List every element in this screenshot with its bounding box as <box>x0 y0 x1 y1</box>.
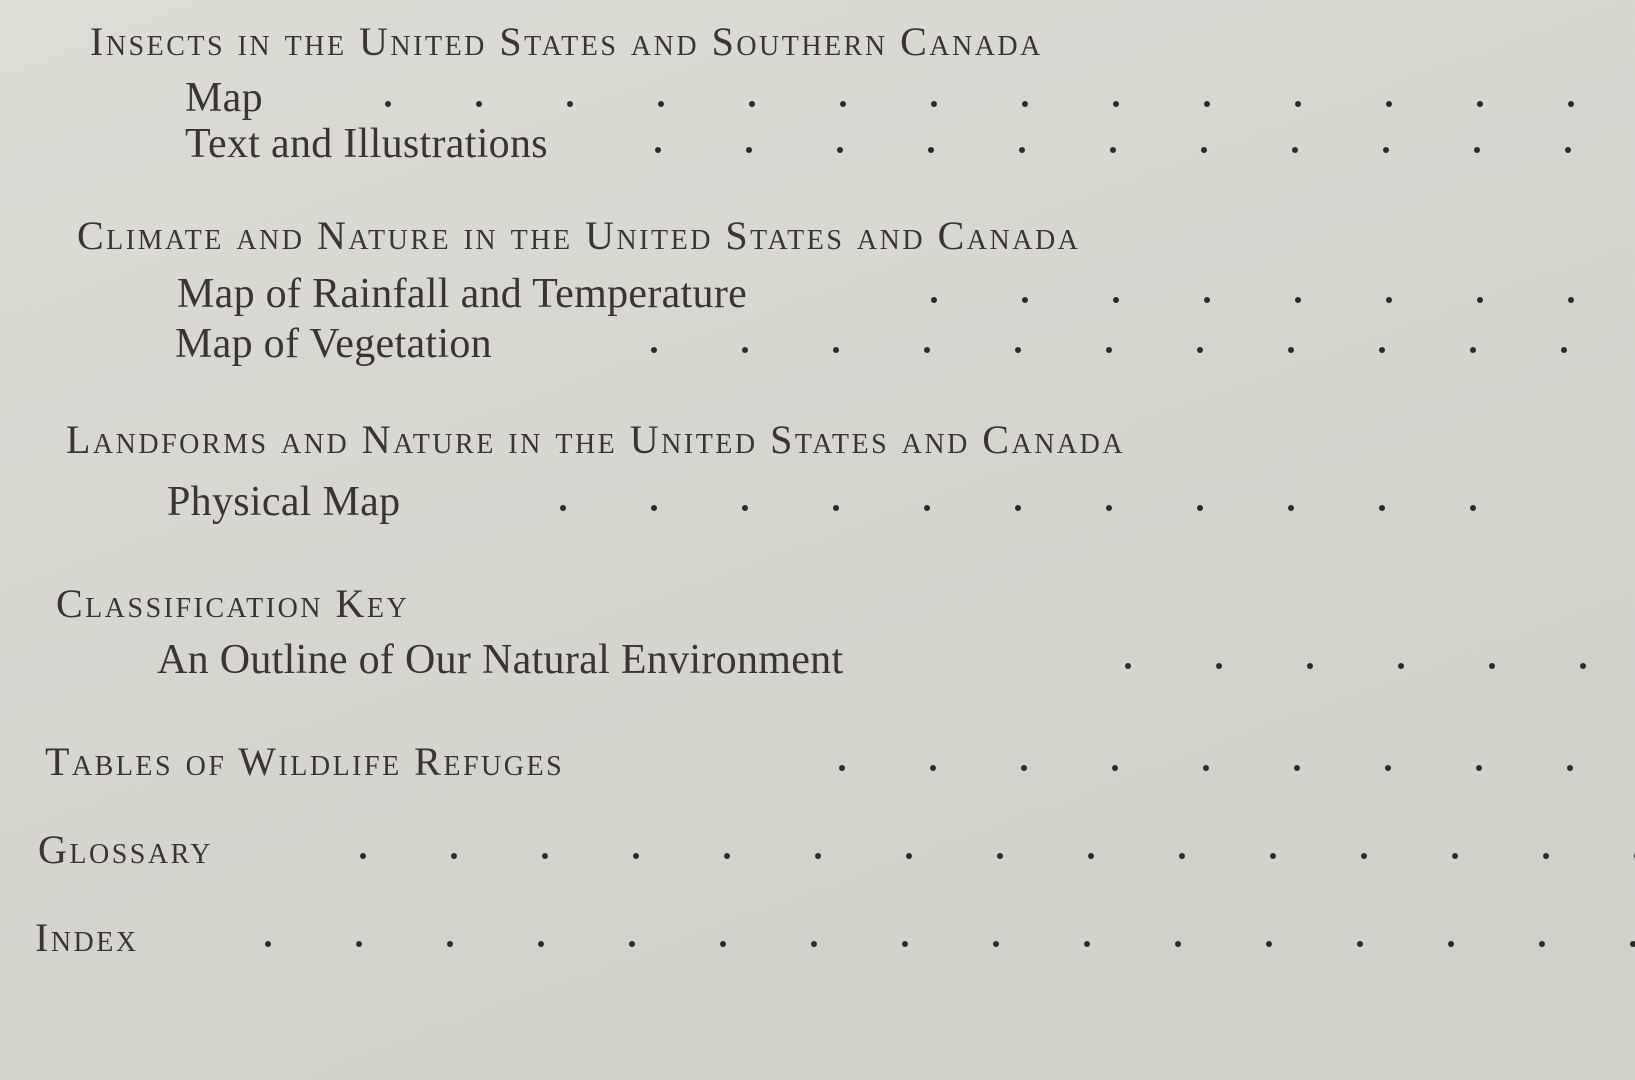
leader-dot <box>1452 853 1458 859</box>
toc-heading-landforms <box>66 416 1125 463</box>
toc-entry-vegetation <box>175 320 1635 368</box>
leader-dot <box>1288 505 1294 511</box>
leader-dot <box>720 941 726 947</box>
leader-dot <box>811 941 817 947</box>
leader-dot <box>833 505 839 511</box>
leader-dot <box>1197 347 1203 353</box>
leader-dot <box>1106 505 1112 511</box>
leader-dot <box>1565 147 1571 153</box>
leader-dot <box>476 101 482 107</box>
toc-heading-text: Climate and Nature in the United States and Canada <box>77 213 1081 258</box>
leader-dot <box>1015 347 1021 353</box>
toc-heading-text: Tables of Wildlife Refuges <box>45 739 565 784</box>
leader-dot <box>1307 663 1313 669</box>
toc-entry-text: Map <box>185 75 263 121</box>
leader-dot <box>658 101 664 107</box>
dot-leader <box>651 351 1635 357</box>
leader-dot <box>1470 505 1476 511</box>
leader-dot <box>447 941 453 947</box>
leader-dot <box>385 101 391 107</box>
leader-dot <box>1216 663 1222 669</box>
leader-dot <box>993 941 999 947</box>
leader-dot <box>1179 853 1185 859</box>
leader-dot <box>749 101 755 107</box>
leader-dot <box>1266 941 1272 947</box>
leader-dot <box>1477 297 1483 303</box>
leader-dot <box>1294 765 1300 771</box>
leader-dot <box>1204 297 1210 303</box>
leader-dot <box>1106 347 1112 353</box>
leader-dot <box>1379 347 1385 353</box>
leader-dot <box>1630 941 1635 947</box>
leader-dot <box>1383 147 1389 153</box>
leader-dot <box>1197 505 1203 511</box>
toc-heading-text: Classification Key <box>56 581 410 626</box>
leader-dot <box>1476 765 1482 771</box>
leader-dot <box>538 941 544 947</box>
leader-dot <box>924 505 930 511</box>
leader-dot <box>567 101 573 107</box>
leader-dot <box>1288 347 1294 353</box>
toc-heading-insects <box>90 18 1043 65</box>
leader-dot <box>928 147 934 153</box>
leader-dot <box>633 853 639 859</box>
leader-dot <box>1110 147 1116 153</box>
leader-dot <box>1022 101 1028 107</box>
dot-leader <box>1125 667 1635 673</box>
leader-dot <box>1379 505 1385 511</box>
leader-dot <box>1295 297 1301 303</box>
dot-leader <box>385 105 1635 111</box>
leader-dot <box>1204 101 1210 107</box>
leader-dot <box>1015 505 1021 511</box>
leader-dot <box>1386 297 1392 303</box>
leader-dot <box>1175 941 1181 947</box>
toc-heading-index <box>35 914 1635 961</box>
toc-heading-classification-key <box>56 580 409 627</box>
toc-entry-text: Map of Rainfall and Temperature <box>177 271 748 317</box>
leader-dot <box>1113 101 1119 107</box>
leader-dot <box>1084 941 1090 947</box>
leader-dot <box>906 853 912 859</box>
leader-dot <box>840 101 846 107</box>
leader-dot <box>931 101 937 107</box>
toc-heading-text: Glossary <box>38 827 213 872</box>
leader-dot <box>1539 941 1545 947</box>
leader-dot <box>1295 101 1301 107</box>
leader-dot <box>1398 663 1404 669</box>
leader-dot <box>1386 101 1392 107</box>
toc-entry-outline <box>157 636 1635 684</box>
toc-entry-text: Text and Illustrations <box>185 121 548 167</box>
toc-entry-rainfall-temperature <box>177 270 1635 318</box>
leader-dot <box>1292 147 1298 153</box>
leader-dot <box>651 505 657 511</box>
leader-dot <box>815 853 821 859</box>
toc-entry-map <box>185 74 1635 122</box>
leader-dot <box>1567 765 1573 771</box>
dot-leader <box>931 301 1635 307</box>
leader-dot <box>1543 853 1549 859</box>
leader-dot <box>746 147 752 153</box>
leader-dot <box>1470 347 1476 353</box>
toc-heading-text: Index <box>35 915 139 960</box>
leader-dot <box>1088 853 1094 859</box>
toc-entry-text: An Outline of Our Natural Environment <box>157 637 844 683</box>
leader-dot <box>1474 147 1480 153</box>
leader-dot <box>1385 765 1391 771</box>
leader-dot <box>651 347 657 353</box>
toc-heading-text: Landforms and Nature in the United States and Canada <box>66 417 1126 462</box>
dot-leader <box>560 509 1561 515</box>
leader-dot <box>629 941 635 947</box>
leader-dot <box>1568 297 1574 303</box>
leader-dot <box>1203 765 1209 771</box>
leader-dot <box>1580 663 1586 669</box>
leader-dot <box>1113 297 1119 303</box>
leader-dot <box>1448 941 1454 947</box>
leader-dot <box>1361 853 1367 859</box>
leader-dot <box>837 147 843 153</box>
toc-entry-text: Map of Vegetation <box>175 321 492 367</box>
leader-dot <box>1477 101 1483 107</box>
leader-dot <box>1270 853 1276 859</box>
leader-dot <box>542 853 548 859</box>
leader-dot <box>1561 347 1567 353</box>
toc-entry-text-and-illustrations <box>185 120 1635 168</box>
toc-heading-climate <box>77 212 1080 259</box>
leader-dot <box>1112 765 1118 771</box>
leader-dot <box>1201 147 1207 153</box>
toc-heading-wildlife-refuges <box>45 738 1635 785</box>
dot-leader <box>839 769 1635 775</box>
dot-leader <box>265 945 1635 951</box>
leader-dot <box>265 941 271 947</box>
leader-dot <box>902 941 908 947</box>
leader-dot <box>655 147 661 153</box>
leader-dot <box>742 505 748 511</box>
leader-dot <box>742 347 748 353</box>
leader-dot <box>1022 297 1028 303</box>
leader-dot <box>1357 941 1363 947</box>
toc-entry-text: Physical Map <box>167 479 401 525</box>
leader-dot <box>839 765 845 771</box>
leader-dot <box>1019 147 1025 153</box>
dot-leader <box>360 857 1635 863</box>
leader-dot <box>724 853 730 859</box>
leader-dot <box>833 347 839 353</box>
leader-dot <box>560 505 566 511</box>
leader-dot <box>360 853 366 859</box>
leader-dot <box>451 853 457 859</box>
leader-dot <box>1125 663 1131 669</box>
leader-dot <box>1021 765 1027 771</box>
leader-dot <box>1568 101 1574 107</box>
toc-heading-glossary <box>38 826 1635 873</box>
leader-dot <box>356 941 362 947</box>
leader-dot <box>924 347 930 353</box>
toc-entry-physical-map <box>167 478 1561 526</box>
leader-dot <box>930 765 936 771</box>
toc-heading-text: Insects in the United States and Southern Canada <box>90 19 1043 64</box>
leader-dot <box>997 853 1003 859</box>
leader-dot <box>1489 663 1495 669</box>
leader-dot <box>931 297 937 303</box>
dot-leader <box>655 151 1635 157</box>
